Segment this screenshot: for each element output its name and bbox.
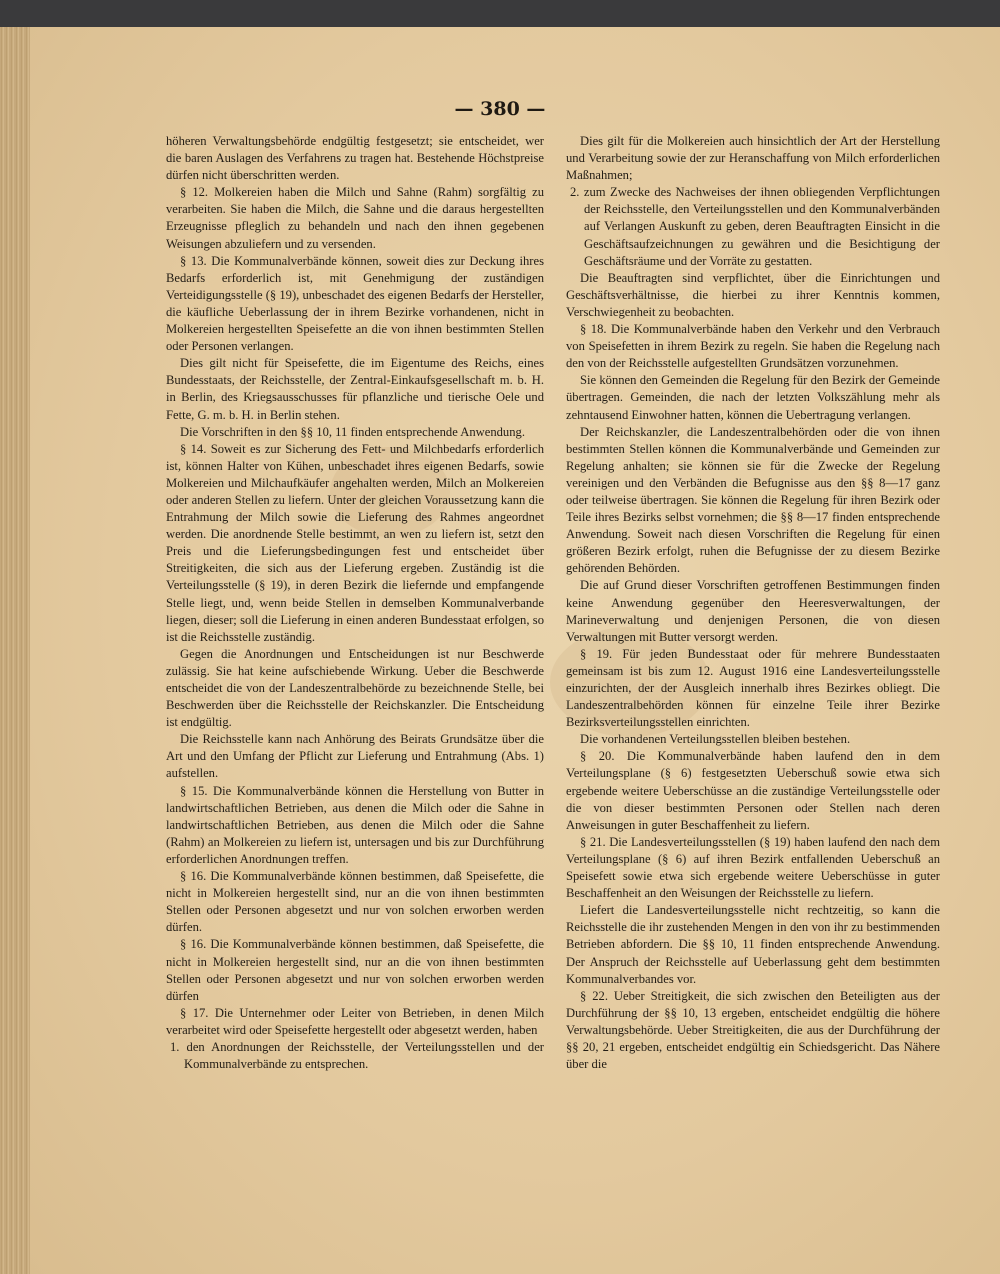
left-column-paragraph: § 15. Die Kommunalverbände können die Herstellung von Butter in landwirtschaftlichen Betrieben, aus denen die Milch oder die Sahne in landwirtschaftlichen Betrieben, aus denen die Milch oder die Sahne (Rahm) an Molkereien zu liefern ist, untersagen und bis zur Durchführung erforderlichen Anordnungen treffen. [166,783,544,866]
right-column-paragraph: Die auf Grund dieser Vorschriften getroffenen Bestimmungen finden keine Anwendung gegenüber den Heeresverwaltungen, der Marineverwaltung und denjenigen Personen, die von diesen Verwaltungen mit Butter versorgt werden. [566,578,940,644]
left-column-paragraph: § 17. Die Unternehmer oder Leiter von Betrieben, in denen Milch verarbeitet wird oder Speisefette hergestellt oder abgesetzt werden, haben [166,1005,544,1037]
right-column-paragraph: § 20. Die Kommunalverbände haben laufend den in dem Verteilungsplane (§ 6) festgesetzten Ueberschuß sowie etwa sich ergebende weitere Ueberschüsse an die zuständige Verteilungsstelle oder die von dieser bestimmten Personen oder Stellen nach deren Anweisungen in guter Beschaffenheit zu liefern. [566,749,940,832]
right-column-paragraph: Der Reichskanzler, die Landeszentralbehörden oder die von ihnen bestimmten Stellen können die Kommunalverbände und Gemeinden zur Regelung anhalten; sie können sie für die Zwecke der Regelung vereinigen und den Verbänden die Befugnisse aus den §§ 8—17 ganz oder teilweise übertragen. Sie können die Regelung für ihren Bezirk oder Teile ihres Bezirks selbst vornehmen; die §§ 8—17 finden entsprechende Anwendung. Soweit nach diesen Vorschriften die Regelung für einen größeren Bezirk erfolgt, ruhen die Befugnisse der zu diesem Bezirke gehörenden Behörden. [566,424,940,576]
right-column-paragraph: § 18. Die Kommunalverbände haben den Verkehr und den Verbrauch von Speisefetten in ihrem Bezirk zu regeln. Sie haben die Regelung nach den von der Reichsstelle aufgestellten Grundsätzen vorzunehmen. [566,322,940,371]
right-column-paragraph: § 19. Für jeden Bundesstaat oder für mehrere Bundesstaaten gemeinsam ist bis zum 12. August 1916 eine Landesverteilungsstelle einzurichten, der der Ausgleich innerhalb ihres Bezirkes obliegt. Die Landeszentralbehörden können für einzelne Teile ihrer Bezirke Bezirksverteilungsstellen einrichten. [566,646,940,730]
page-number: — 380 — [454,98,546,120]
left-column-paragraph: § 16. Die Kommunalverbände können bestimmen, daß Speisefette, die nicht in Molkereien hergestellt sind, nur an die von ihnen bestimmten Stellen oder Personen abgesetzt und nur von solchen erworben werden dürfen. [166,869,544,935]
page-edges [0,27,34,1274]
left-column-paragraph: § 12. Molkereien haben die Milch und Sahne (Rahm) sorgfältig zu verarbeiten. Sie haben die Milch, die Sahne und die daraus hergestellten Erzeugnisse pfleglich zu behandeln und nach den ihnen gegebenen Weisungen abzuliefern und zu versenden. [166,185,544,251]
left-text-column [166,133,544,1073]
left-column-paragraph: höheren Verwaltungsbehörde endgültig festgesetzt; sie entscheidet, wer die baren Auslagen des Verfahrens zu tragen hat. Bestehende Höchstpreise dürfen nicht überschritten werden. [166,134,544,183]
right-column-paragraph: § 21. Die Landesverteilungsstellen (§ 19) haben laufend den nach dem Verteilungsplane (§ 6) auf ihren Bezirk entfallenden Ueberschuß an Speisefett sowie etwa sich ergebende weitere Ueberschüsse in guter Beschaffenheit an den Weisungen der Reichsstelle zu liefern. [566,834,940,901]
left-column-paragraph: § 13. Die Kommunalverbände können, soweit dies zur Deckung ihres Bedarfs erforderlich ist, mit Genehmigung der zuständigen Verteidigungsstelle (§ 19), unbeschadet des eigenen Bedarfs der Hersteller, die käufliche Ueberlassung der in ihrem Bezirke vorhandenen, nicht in Molkereien hergestellten Speisefette an die von ihnen bestimmten Stellen oder Personen verlangen. [166,253,544,354]
right-column-paragraph: Die vorhandenen Verteilungsstellen bleiben bestehen. [580,732,851,747]
left-column-paragraph: Dies gilt nicht für Speisefette, die im Eigentume des Reichs, eines Bundesstaats, der Reichsstelle, der Zentral-Einkaufsgesellschaft m. b. H. in Berlin, des Kriegsausschusses für pflanzliche und tierische Oele und Fette, G. m. b. H. in Berlin stehen. [166,356,544,422]
right-column-paragraph: Liefert die Landesverteilungsstelle nicht rechtzeitig, so kann die Reichsstelle die ihr zustehenden Mengen in den von ihr zu bestimmenden Betrieben abfordern. Die §§ 10, 11 finden entsprechende Anwendung. Der Anspruch der Reichsstelle auf Ueberlassung geht dem bestimmten Kommunalverbandes vor. [566,903,940,986]
left-column-paragraph: § 14. Soweit es zur Sicherung des Fett- und Milchbedarfs erforderlich ist, können Halter von Kühen, unbeschadet ihres eigenen Bedarfs, sowie Molkereien und Milchaufkäufer angehalten werden, Milch an Molkereien oder anderen Stellen zu liefern. Unter der gleichen Voraussetzung kann die Entrahmung der Milch sowie die Lieferung des Rahmes angeordnet werden. Die anordnende Stelle bestimmt, an wen zu liefern ist, setzt den Preis und die Lieferungsbedingungen fest und entscheidet über Streitigkeiten, die sich aus der Lieferung ergeben. Zuständig ist die Verteilungsstelle (§ 19), in deren Bezirk die liefernde und empfangende Stelle liegt, und, wenn beide Stellen in demselben Kommunalverbande liegen, dieser; soll die Lieferung in einen anderen Bundesstaat erfolgen, so ist die Reichsstelle zuständig. [166,441,544,644]
left-column-paragraph: 1. den Anordnungen der Reichsstelle, der Verteilungsstellen und der Kommunalverbände zu entsprechen. [170,1039,544,1072]
right-column-paragraph: § 22. Ueber Streitigkeit, die sich zwischen den Beteiligten aus der Durchführung der §§ 10, 13 ergeben, entscheidet endgültig die höhere Verwaltungsbehörde. Ueber Streitigkeiten, die aus der Durchführung der §§ 20, 21 ergeben, entscheidet endgültig ein Schiedsgericht. Das Nähere über die [566,988,940,1072]
right-text-column [566,133,940,1073]
left-column-paragraph: § 16. Die Kommunalverbände können bestimmen, daß Speisefette, die nicht in Molkereien hergestellt sind, nur an die von ihnen bestimmten Stellen oder Personen abgesetzt und nur von solchen erworben werden dürfen [166,937,544,1003]
right-column-paragraph: 2. zum Zwecke des Nachweises der ihnen obliegenden Verpflichtungen der Reichsstelle, den Verteilungsstellen und den Kommunalverbänden auf Verlangen Auskunft zu geben, deren Beauftragten Einsicht in die Geschäftsaufzeichnungen zu gewähren und die Besichtigung der Geschäftsräume und der Vorräte zu gestatten. [570,185,940,268]
left-column-paragraph: Die Reichsstelle kann nach Anhörung des Beirats Grundsätze über die Art und den Umfang der Pflicht zur Lieferung und Entrahmung (Abs. 1) aufstellen. [166,732,544,781]
right-column-paragraph: Dies gilt für die Molkereien auch hinsichtlich der Art der Herstellung und Verarbeitung sowie der zur Heranschaffung von Milch erforderlichen Maßnahmen; [566,134,940,183]
left-column-paragraph: Die Vorschriften in den §§ 10, 11 finden entsprechende Anwendung. [180,424,525,439]
right-column-paragraph: Sie können den Gemeinden die Regelung für den Bezirk der Gemeinde übertragen. Gemeinden, die nach der letzten Volkszählung mehr als zehntausend Einwohner hatten, können die Uebertragung verlangen. [566,373,940,422]
left-column-paragraph: Gegen die Anordnungen und Entscheidungen ist nur Beschwerde zulässig. Sie hat keine aufschiebende Wirkung. Ueber die Beschwerde entscheidet die von der Landeszentralbehörde zu bezeichnende Stelle, bei Beschwerden über die Reichsstelle der Reichskanzler. Die Entscheidung ist endgültig. [166,646,544,730]
right-column-paragraph: Die Beauftragten sind verpflichtet, über die Einrichtungen und Geschäftsverhältnisse, die hierbei zu ihrer Kenntnis kommen, Verschwiegenheit zu beobachten. [566,270,940,319]
